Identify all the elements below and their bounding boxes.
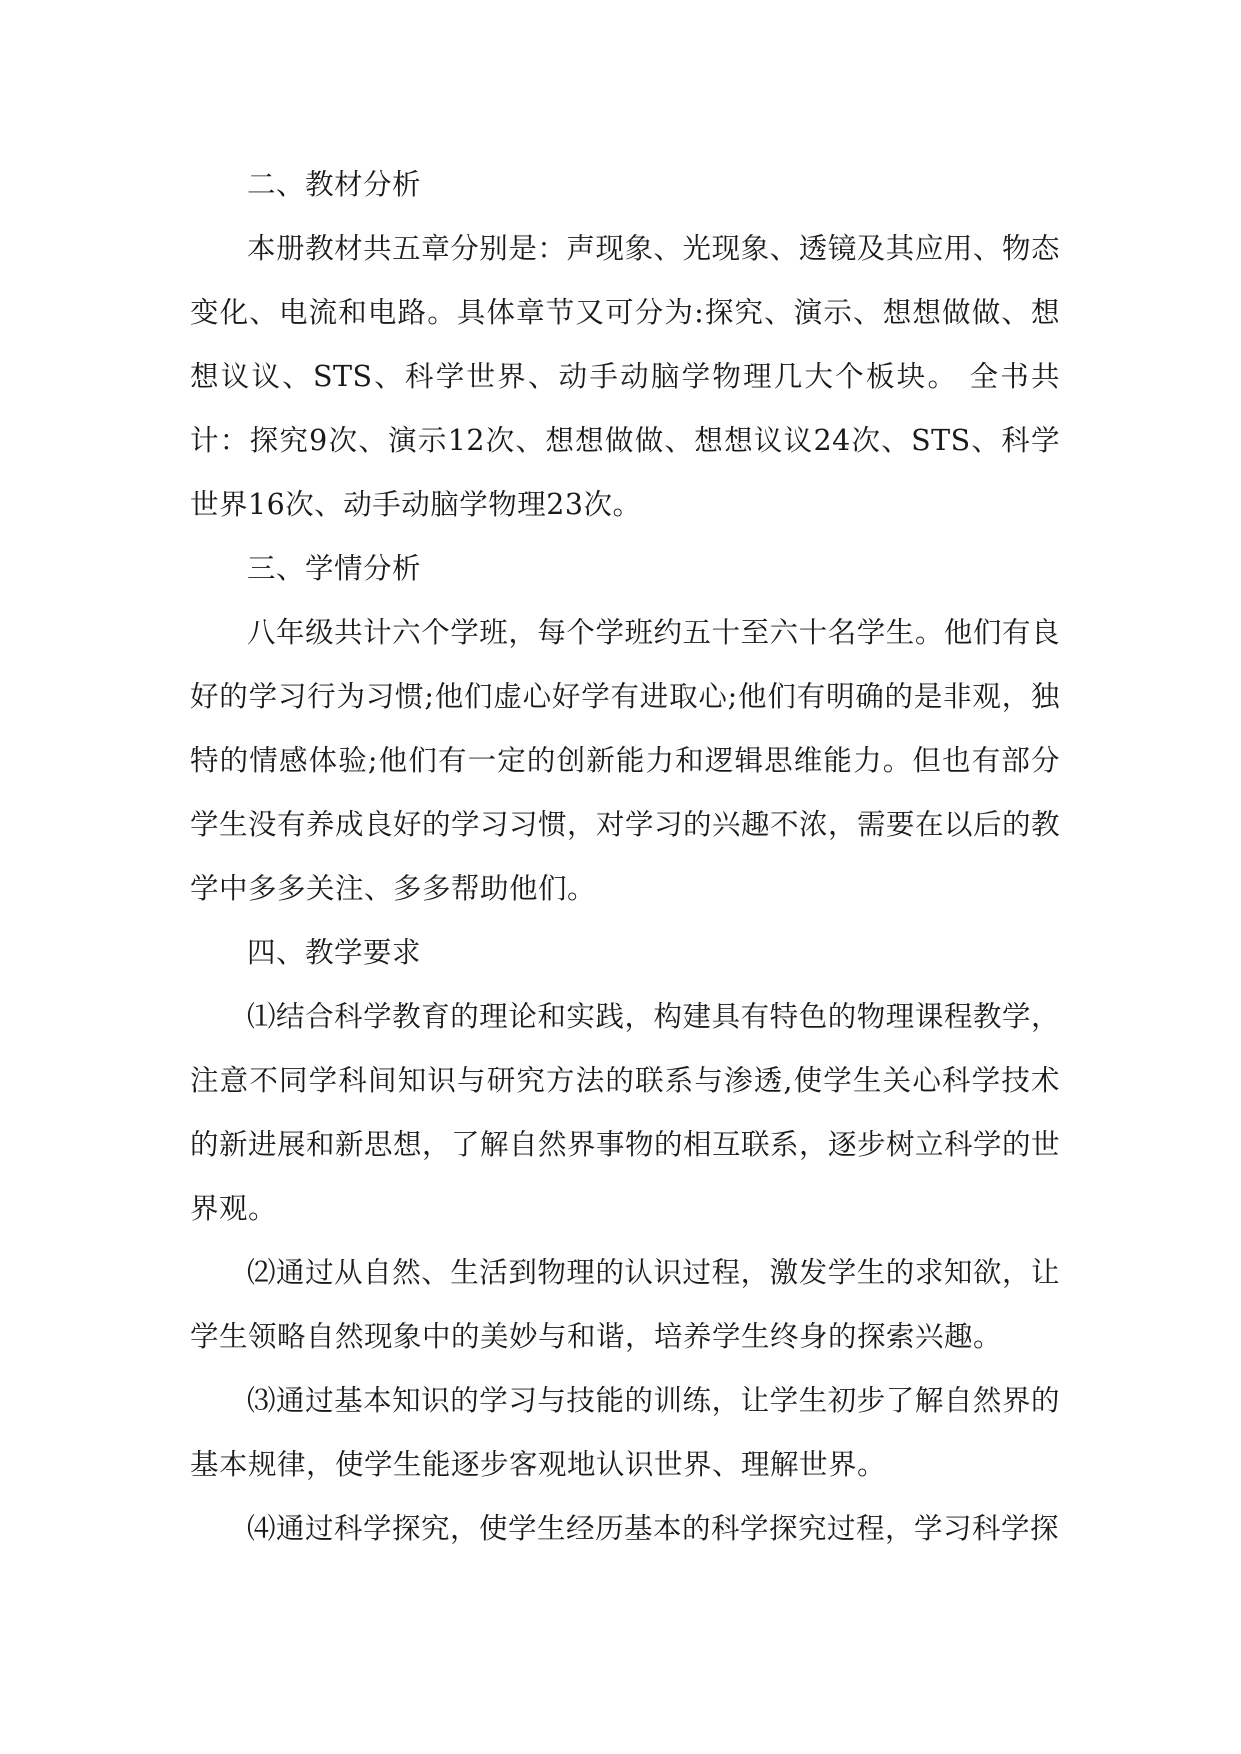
document-body [190,153,1060,1561]
paragraph-requirement-4: ⑷通过科学探究，使学生经历基本的科学探究过程，学习科学探 [247,1512,1060,1545]
paragraph-student-analysis: 八年级共计六个学班，每个学班约五十至六十名学生。他们有良好的学习行为习惯;他们虚心好学有进取心;他们有明确的是非观，独特的情感体验;他们有一定的创新能力和逻辑思维能力。但也有部分学生没有养成良好的学习习惯，对学习的兴趣不浓，需要在以后的教学中多多关注、多多帮助他们。 [190,616,1061,905]
paragraph-requirement-3: ⑶通过基本知识的学习与技能的训练，让学生初步了解自然界的基本规律，使学生能逐步客观地认识世界、理解世界。 [190,1384,1060,1481]
section-heading-textbook-analysis: 二、教材分析 [247,168,422,201]
paragraph-requirement-1: ⑴结合科学教育的理论和实践，构建具有特色的物理课程教学，注意不同学科间知识与研究方法的联系与渗透,使学生关心科学技术的新进展和新思想，了解自然界事物的相互联系，逐步树立科学的世界观。 [190,1000,1061,1225]
section-heading-teaching-requirements: 四、教学要求 [247,936,422,969]
paragraph-textbook-analysis: 本册教材共五章分别是：声现象、光现象、透镜及其应用、物态变化、电流和电路。具体章节又可分为:探究、演示、想想做做、想想议议、STS、科学世界、动手动脑学物理几大个板块。 全书共计：探究9次、演示12次、想想做做、想想议议24次、STS、科学世界16次、动手动脑学物理23次。 [190,232,1060,521]
paragraph-requirement-2: ⑵通过从自然、生活到物理的认识过程，激发学生的求知欲，让学生领略自然现象中的美妙与和谐，培养学生终身的探索兴趣。 [190,1256,1060,1353]
section-heading-student-analysis: 三、学情分析 [247,552,422,585]
